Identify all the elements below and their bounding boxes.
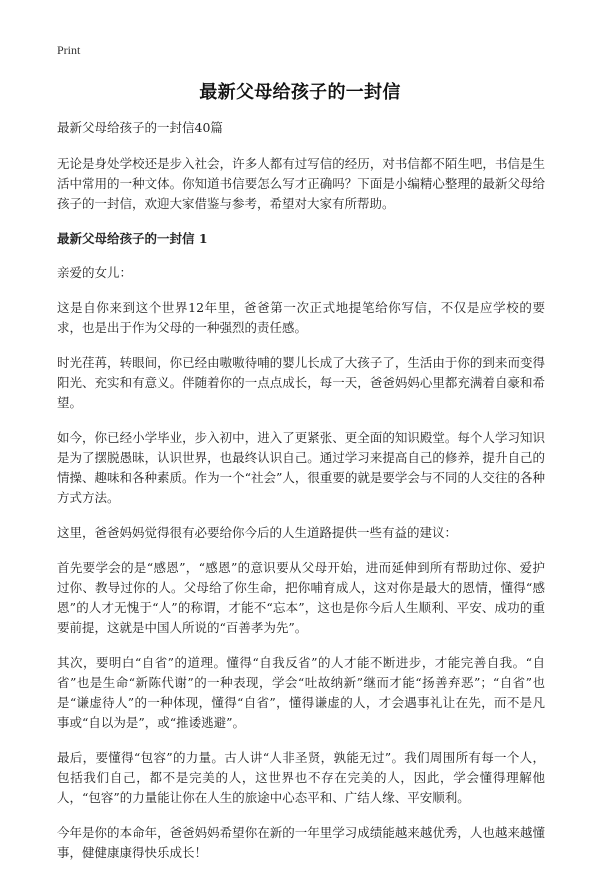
print-link[interactable]: Print <box>57 43 81 57</box>
section-heading: 最新父母给孩子的一封信 1 <box>57 231 208 246</box>
page-title: 最新父母给孩子的一封信 <box>199 82 401 103</box>
body-paragraph-1: 这是自你来到这个世界12年里，爸爸第一次正式地提笔给你写信，不仅是应学校的要求，也是出于作为父母的一种强烈的责任感。 <box>57 300 545 335</box>
salutation: 亲爱的女儿： <box>57 265 133 280</box>
body-paragraph-7: 最后，要懂得“包容”的力量。古人讲“人非圣贤，孰能无过”。我们周围所有每一个人，包括我们自己，都不是完美的人，这世界也不存在完美的人，因此，学会懂得理解他人，“包容”的力量能让你在人生的旅途中心态平和、广结人缘、平安顺利。 <box>57 750 545 805</box>
document-body <box>57 118 545 878</box>
body-paragraph-6: 其次，要明白“自省”的道理。懂得“自我反省”的人才能不断进步，才能完善自我。“自省”也是生命“新陈代谢”的一种表现，学会“吐故纳新”继而才能“扬善弃恶”；“自省”也是“谦虚待人”的一种体现，懂得“自省”，懂得谦虚的人，才会遇事礼让在先，而不是凡事或“自以为是”，或“推诿逃避”。 <box>57 655 545 730</box>
body-paragraph-8: 今年是你的本命年，爸爸妈妈希望你在新的一年里学习成绩能越来越优秀，人也越来越懂事，健健康康得快乐成长！ <box>57 825 545 860</box>
body-paragraph-2: 时光荏苒，转眼间，你已经由嗷嗷待哺的婴儿长成了大孩子了，生活由于你的到来而变得阳光、充实和有意义。伴随着你的一点点成长，每一天，爸爸妈妈心里都充满着自豪和希望。 <box>57 355 545 410</box>
body-paragraph-3: 如今，你已经小学毕业，步入初中，进入了更紧张、更全面的知识殿堂。每个人学习知识是为了摆脱愚昧，认识世界，也最终认识自己。通过学习来提高自己的修养，提升自己的情操、趣味和各种素质。作为一个“社会”人，很重要的就是要学会与不同的人交往的各种方式方法。 <box>57 430 545 505</box>
document-subtitle: 最新父母给孩子的一封信40篇 <box>57 120 223 135</box>
intro-paragraph: 无论是身处学校还是步入社会，许多人都有过写信的经历，对书信都不陌生吧，书信是生活中常用的一种文体。你知道书信要怎么写才正确吗？下面是小编精心整理的最新父母给孩子的一封信，欢迎大家借鉴与参考，希望对大家有所帮助。 <box>57 156 545 211</box>
body-paragraph-5: 首先要学会的是“感恩”，“感恩”的意识要从父母开始，进而延伸到所有帮助过你、爱护过你、教导过你的人。父母给了你生命，把你哺育成人，这对你是最大的恩情，懂得“感恩”的人才无愧于“人”的称谓，才能不“忘本”，这也是你今后人生顺利、平安、成功的重要前提，这就是中国人所说的“百善孝为先”。 <box>57 560 545 635</box>
body-paragraph-4: 这里，爸爸妈妈觉得很有必要给你今后的人生道路提供一些有益的建议： <box>57 525 458 540</box>
